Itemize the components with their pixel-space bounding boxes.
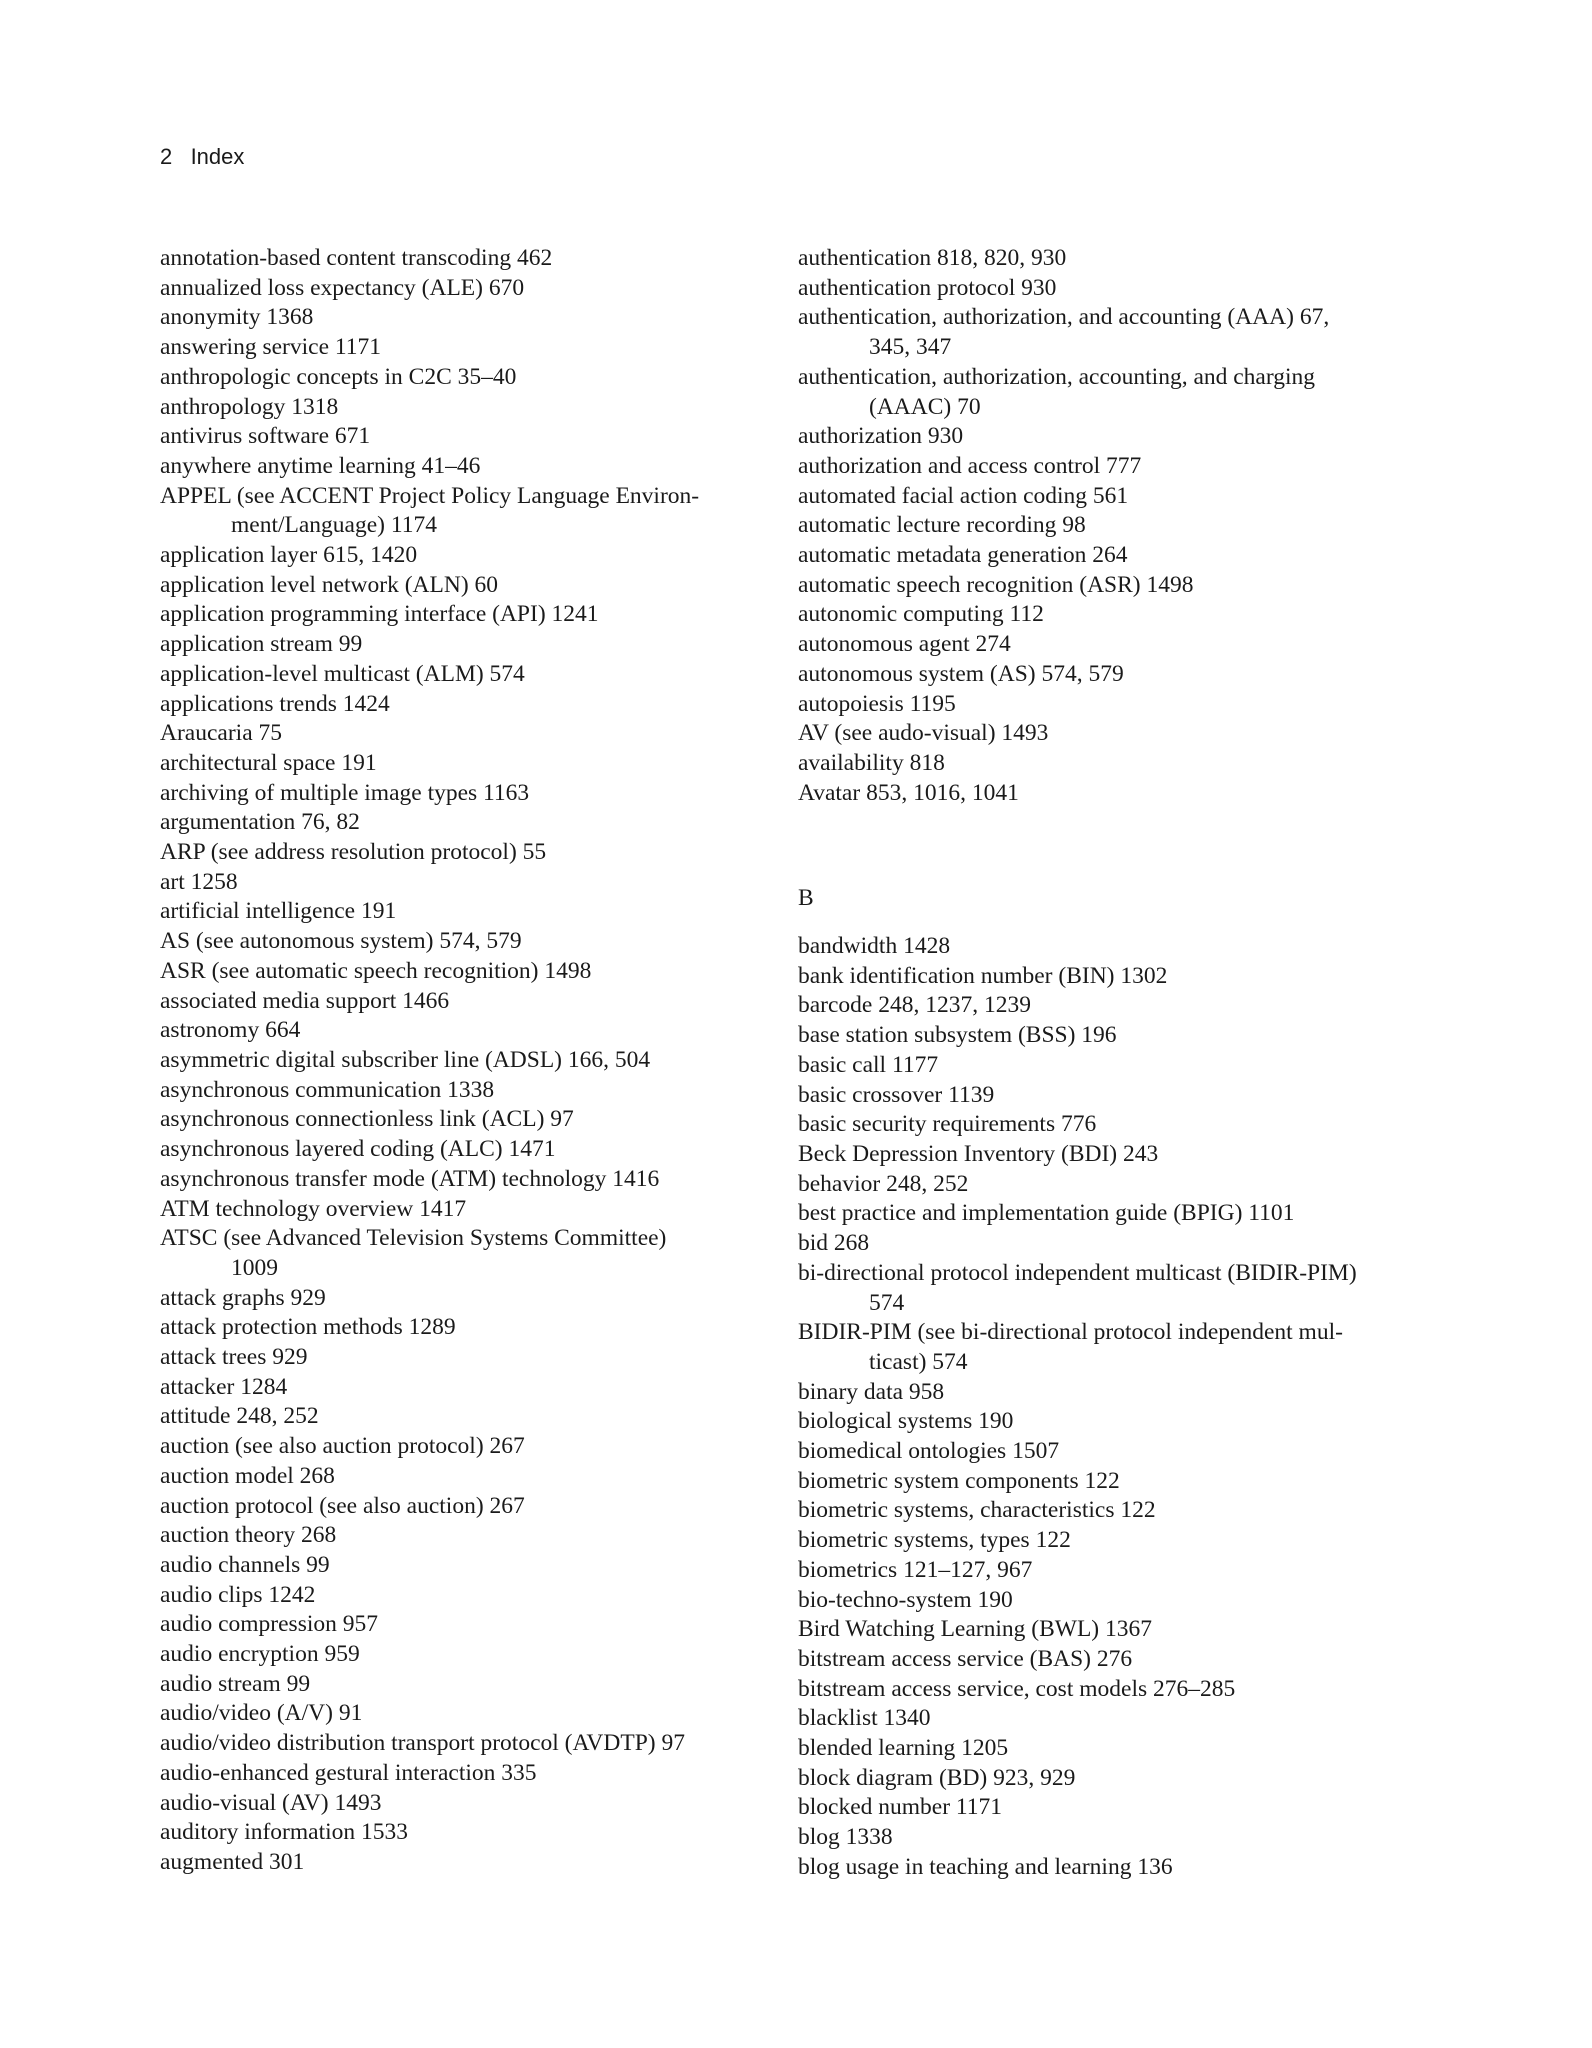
index-entry-continuation: ticast) 574: [869, 1348, 968, 1375]
index-entry-text: augmented 301: [160, 1848, 305, 1875]
index-entry-text: basic crossover 1139: [798, 1081, 995, 1108]
index-entry: [160, 1848, 750, 1878]
index-entry-text: attitude 248, 252: [160, 1403, 319, 1430]
index-entry-text: blended learning 1205: [798, 1735, 1009, 1762]
index-entry-text: automated facial action coding 561: [798, 482, 1129, 509]
index-entry: [798, 1734, 1418, 1764]
index-entry-text: authentication, authorization, and accounting (AAA) 67,: [798, 304, 1330, 331]
index-entry: [160, 660, 750, 690]
index-entry: [160, 1462, 750, 1492]
index-entry: [160, 1640, 750, 1670]
index-entry: [798, 1229, 1418, 1259]
index-entry-text: asynchronous transfer mode (ATM) technology 1416: [160, 1165, 660, 1192]
index-entry-continuation: (AAAC) 70: [869, 393, 981, 420]
index-entry: [798, 1526, 1418, 1556]
index-entry-text: annotation-based content transcoding 462: [160, 245, 553, 271]
index-entry: [798, 1556, 1418, 1586]
index-entry: [798, 1645, 1418, 1675]
index-entry: [160, 1492, 750, 1522]
index-entry-text: autonomic computing 112: [798, 601, 1044, 628]
index-entry-text: ATSC (see Advanced Television Systems Committee): [160, 1225, 667, 1252]
index-entry-text: argumentation 76, 82: [160, 809, 360, 836]
index-entry: [160, 1759, 750, 1789]
index-column-right: [798, 244, 1418, 1883]
index-entry-text: AS (see autonomous system) 574, 579: [160, 928, 522, 955]
index-entry-continuation: 1009: [231, 1254, 278, 1281]
index-entry-text: availability 818: [798, 749, 945, 776]
index-entry: [160, 333, 750, 363]
index-entry: [798, 962, 1418, 992]
index-entry: [160, 422, 750, 452]
index-entry: [160, 1432, 750, 1462]
index-entry-text: barcode 248, 1237, 1239: [798, 992, 1031, 1019]
index-entry-text: ATM technology overview 1417: [160, 1195, 467, 1222]
index-entry-text: Araucaria 75: [160, 720, 282, 747]
index-entry-text: archiving of multiple image types 1163: [160, 779, 530, 806]
index-entry: [160, 1789, 750, 1819]
index-entry: [798, 511, 1418, 541]
index-entry: [160, 541, 750, 571]
index-entry-text: base station subsystem (BSS) 196: [798, 1022, 1117, 1049]
index-entry: [798, 690, 1418, 720]
index-entry-text: biometrics 121–127, 967: [798, 1556, 1033, 1583]
index-entry-text: anthropologic concepts in C2C 35–40: [160, 363, 517, 390]
index-entry: [160, 987, 750, 1017]
index-entry-text: biological systems 190: [798, 1408, 1014, 1435]
index-entry: [798, 1407, 1418, 1437]
index-entry-text: asymmetric digital subscriber line (ADSL) 166, 504: [160, 1046, 651, 1073]
index-entry: [160, 1135, 750, 1165]
index-entry-text: autonomous agent 274: [798, 631, 1011, 658]
index-entry: [798, 1823, 1418, 1853]
index-entry-text: biometric systems, characteristics 122: [798, 1497, 1156, 1524]
index-entry: [798, 1764, 1418, 1794]
index-entry: [160, 868, 750, 898]
section-letter-heading: B: [798, 885, 814, 912]
index-entry: [160, 1551, 750, 1581]
index-entry: [798, 1170, 1418, 1200]
index-entry: [798, 1081, 1418, 1111]
index-entry: [798, 1467, 1418, 1497]
index-entry: [160, 571, 750, 601]
index-entry: [798, 1675, 1418, 1705]
index-entry-text: application level network (ALN) 60: [160, 571, 499, 598]
index-entry-text: ARP (see address resolution protocol) 55: [160, 839, 547, 866]
index-entry: [160, 1373, 750, 1403]
index-entry-text: BIDIR-PIM (see bi-directional protocol independent mul-: [798, 1319, 1343, 1346]
index-entry: [798, 303, 1418, 362]
index-section-b: [798, 932, 1418, 1883]
index-entry-text: Beck Depression Inventory (BDI) 243: [798, 1140, 1159, 1167]
index-entry-text: associated media support 1466: [160, 987, 450, 1014]
index-entry: [160, 1610, 750, 1640]
index-entry-text: basic call 1177: [798, 1051, 939, 1078]
index-entry: [160, 749, 750, 779]
index-entry: [160, 363, 750, 393]
index-entry-text: biometric systems, types 122: [798, 1527, 1071, 1554]
index-entry: [798, 571, 1418, 601]
index-entry-text: architectural space 191: [160, 749, 377, 776]
index-entry-text: Bird Watching Learning (BWL) 1367: [798, 1616, 1153, 1643]
index-entry: [798, 1793, 1418, 1823]
index-entry-text: block diagram (BD) 923, 929: [798, 1764, 1076, 1791]
index-entry-text: authorization and access control 777: [798, 452, 1142, 479]
index-entry-text: annualized loss expectancy (ALE) 670: [160, 274, 525, 301]
index-entry-text: AV (see audo-visual) 1493: [798, 720, 1049, 747]
index-entry: [798, 1437, 1418, 1467]
index-entry-text: asynchronous connectionless link (ACL) 97: [160, 1106, 574, 1133]
index-entry-text: anthropology 1318: [160, 393, 339, 420]
index-entry: [160, 1224, 750, 1283]
index-entry: [160, 1521, 750, 1551]
index-entry-text: audio-visual (AV) 1493: [160, 1789, 382, 1816]
index-entry-text: bandwidth 1428: [798, 933, 951, 960]
index-entry: [798, 1496, 1418, 1526]
index-entry: [160, 1343, 750, 1373]
index-entry: [798, 1378, 1418, 1408]
index-entry-text: application stream 99: [160, 631, 363, 658]
index-entry: [798, 1259, 1418, 1318]
index-entry: [798, 274, 1418, 304]
index-entry: [160, 1165, 750, 1195]
index-entry-text: attack graphs 929: [160, 1284, 326, 1311]
index-entry-text: artificial intelligence 191: [160, 898, 397, 925]
index-entry-text: attack protection methods 1289: [160, 1314, 456, 1341]
index-entry: [160, 393, 750, 423]
index-entry: [160, 1105, 750, 1135]
index-entry: [160, 808, 750, 838]
index-entry-text: blacklist 1340: [798, 1705, 931, 1732]
index-entry-text: answering service 1171: [160, 334, 382, 361]
index-entry: [798, 1704, 1418, 1734]
index-entry: [160, 1818, 750, 1848]
index-entry: [160, 600, 750, 630]
index-entry-text: bitstream access service, cost models 276–285: [798, 1675, 1236, 1702]
index-entry: [798, 363, 1418, 422]
index-entry-continuation: 574: [869, 1289, 905, 1316]
index-entry-text: audio/video distribution transport protocol (AVDTP) 97: [160, 1730, 685, 1757]
index-entry-text: bitstream access service (BAS) 276: [798, 1645, 1133, 1672]
index-entry-text: asynchronous communication 1338: [160, 1076, 495, 1103]
index-entry-text: automatic lecture recording 98: [798, 512, 1086, 539]
index-entry: [798, 1318, 1418, 1377]
index-entry: [160, 1313, 750, 1343]
index-entry-text: blocked number 1171: [798, 1794, 1003, 1821]
index-entry-text: application-level multicast (ALM) 574: [160, 660, 525, 687]
index-entry-text: auditory information 1533: [160, 1819, 409, 1846]
index-entry-text: biometric system components 122: [798, 1467, 1120, 1494]
index-entry-text: basic security requirements 776: [798, 1111, 1097, 1138]
index-entry: [798, 1853, 1418, 1883]
index-entry: [160, 719, 750, 749]
index-entry-text: biomedical ontologies 1507: [798, 1438, 1060, 1465]
index-entry-text: application programming interface (API) 1241: [160, 601, 599, 628]
index-entry-text: attacker 1284: [160, 1373, 288, 1400]
index-entry: [798, 991, 1418, 1021]
index-entry-text: audio-enhanced gestural interaction 335: [160, 1759, 537, 1786]
index-entry: [160, 482, 750, 541]
index-entry-text: bid 268: [798, 1230, 870, 1257]
index-entry-text: authentication protocol 930: [798, 274, 1057, 301]
index-entry-text: authorization 930: [798, 423, 964, 450]
index-entry: [798, 660, 1418, 690]
index-entry-text: autopoiesis 1195: [798, 690, 956, 717]
index-entry-text: audio channels 99: [160, 1551, 330, 1578]
index-entry-text: audio clips 1242: [160, 1581, 316, 1608]
index-entry-text: audio/video (A/V) 91: [160, 1700, 363, 1727]
index-entry: [160, 838, 750, 868]
index-entry: [798, 630, 1418, 660]
running-head: 2 Index: [160, 144, 245, 169]
index-entry: [160, 1699, 750, 1729]
index-entry-text: auction (see also auction protocol) 267: [160, 1433, 525, 1460]
index-entry-text: ASR (see automatic speech recognition) 1498: [160, 957, 592, 984]
index-entry-text: asynchronous layered coding (ALC) 1471: [160, 1136, 556, 1163]
index-entry-text: attack trees 929: [160, 1344, 308, 1371]
index-entry-text: application layer 615, 1420: [160, 542, 418, 569]
index-entry-text: bi-directional protocol independent multicast (BIDIR-PIM): [798, 1259, 1357, 1286]
index-entry-continuation: ment/Language) 1174: [231, 512, 437, 539]
index-entry-text: auction theory 268: [160, 1522, 337, 1549]
index-entry-text: blog usage in teaching and learning 136: [798, 1853, 1173, 1880]
index-entry-text: audio stream 99: [160, 1670, 311, 1697]
index-entry-text: anonymity 1368: [160, 304, 314, 331]
index-entry: [798, 932, 1418, 962]
index-entry: [798, 719, 1418, 749]
index-section-a: [798, 244, 1418, 808]
index-entry: [798, 244, 1418, 274]
index-entry: [160, 957, 750, 987]
index-entry-text: audio encryption 959: [160, 1641, 360, 1668]
index-entry: [160, 244, 750, 274]
index-entry-text: automatic speech recognition (ASR) 1498: [798, 571, 1194, 598]
index-entry: [160, 690, 750, 720]
index-entry: [160, 303, 750, 333]
index-entry: [160, 630, 750, 660]
index-entry: [160, 452, 750, 482]
index-column-left: [160, 244, 750, 1878]
index-entry-text: astronomy 664: [160, 1017, 301, 1044]
index-entry-text: authentication 818, 820, 930: [798, 245, 1067, 271]
index-entry: [160, 274, 750, 304]
index-entry-text: anywhere anytime learning 41–46: [160, 452, 481, 479]
index-entry: [798, 422, 1418, 452]
index-entry: [160, 1581, 750, 1611]
index-entry: [798, 1199, 1418, 1229]
index-entry: [798, 452, 1418, 482]
index-entry-text: applications trends 1424: [160, 690, 390, 717]
index-entry-text: antivirus software 671: [160, 423, 371, 450]
index-entry-text: authentication, authorization, accounting, and charging: [798, 363, 1316, 390]
index-entry-text: best practice and implementation guide (BPIG) 1101: [798, 1200, 1295, 1227]
index-entry: [798, 779, 1418, 809]
index-entry: [798, 600, 1418, 630]
index-entry-text: binary data 958: [798, 1378, 945, 1405]
index-entry: [160, 927, 750, 957]
index-entry-text: autonomous system (AS) 574, 579: [798, 660, 1124, 687]
index-entry-text: blog 1338: [798, 1824, 893, 1851]
index-entry: [160, 779, 750, 809]
index-entry-text: bio-techno-system 190: [798, 1586, 1013, 1613]
index-entry-text: auction protocol (see also auction) 267: [160, 1492, 525, 1519]
index-entry: [798, 1051, 1418, 1081]
index-entry: [160, 1729, 750, 1759]
index-entry: [160, 897, 750, 927]
index-entry: [160, 1284, 750, 1314]
index-entry: [798, 1615, 1418, 1645]
index-entry: [798, 1021, 1418, 1051]
index-entry-text: APPEL (see ACCENT Project Policy Language Environ-: [160, 482, 700, 509]
index-entry-text: audio compression 957: [160, 1611, 378, 1638]
index-entry: [160, 1670, 750, 1700]
index-entry: [798, 1586, 1418, 1616]
index-entry: [160, 1046, 750, 1076]
index-entry: [798, 482, 1418, 512]
index-entry: [160, 1016, 750, 1046]
index-entry: [160, 1076, 750, 1106]
index-entry: [798, 749, 1418, 779]
index-entry-text: automatic metadata generation 264: [798, 542, 1128, 569]
index-entry-text: art 1258: [160, 868, 238, 895]
index-entry: [160, 1402, 750, 1432]
index-entry: [798, 1140, 1418, 1170]
index-entry: [160, 1195, 750, 1225]
index-entry-text: auction model 268: [160, 1462, 335, 1489]
index-entry-text: bank identification number (BIN) 1302: [798, 962, 1168, 989]
index-entry-text: behavior 248, 252: [798, 1170, 969, 1197]
index-entry-text: Avatar 853, 1016, 1041: [798, 779, 1019, 806]
index-entry-continuation: 345, 347: [869, 334, 952, 361]
index-entry: [798, 541, 1418, 571]
index-entry: [798, 1110, 1418, 1140]
